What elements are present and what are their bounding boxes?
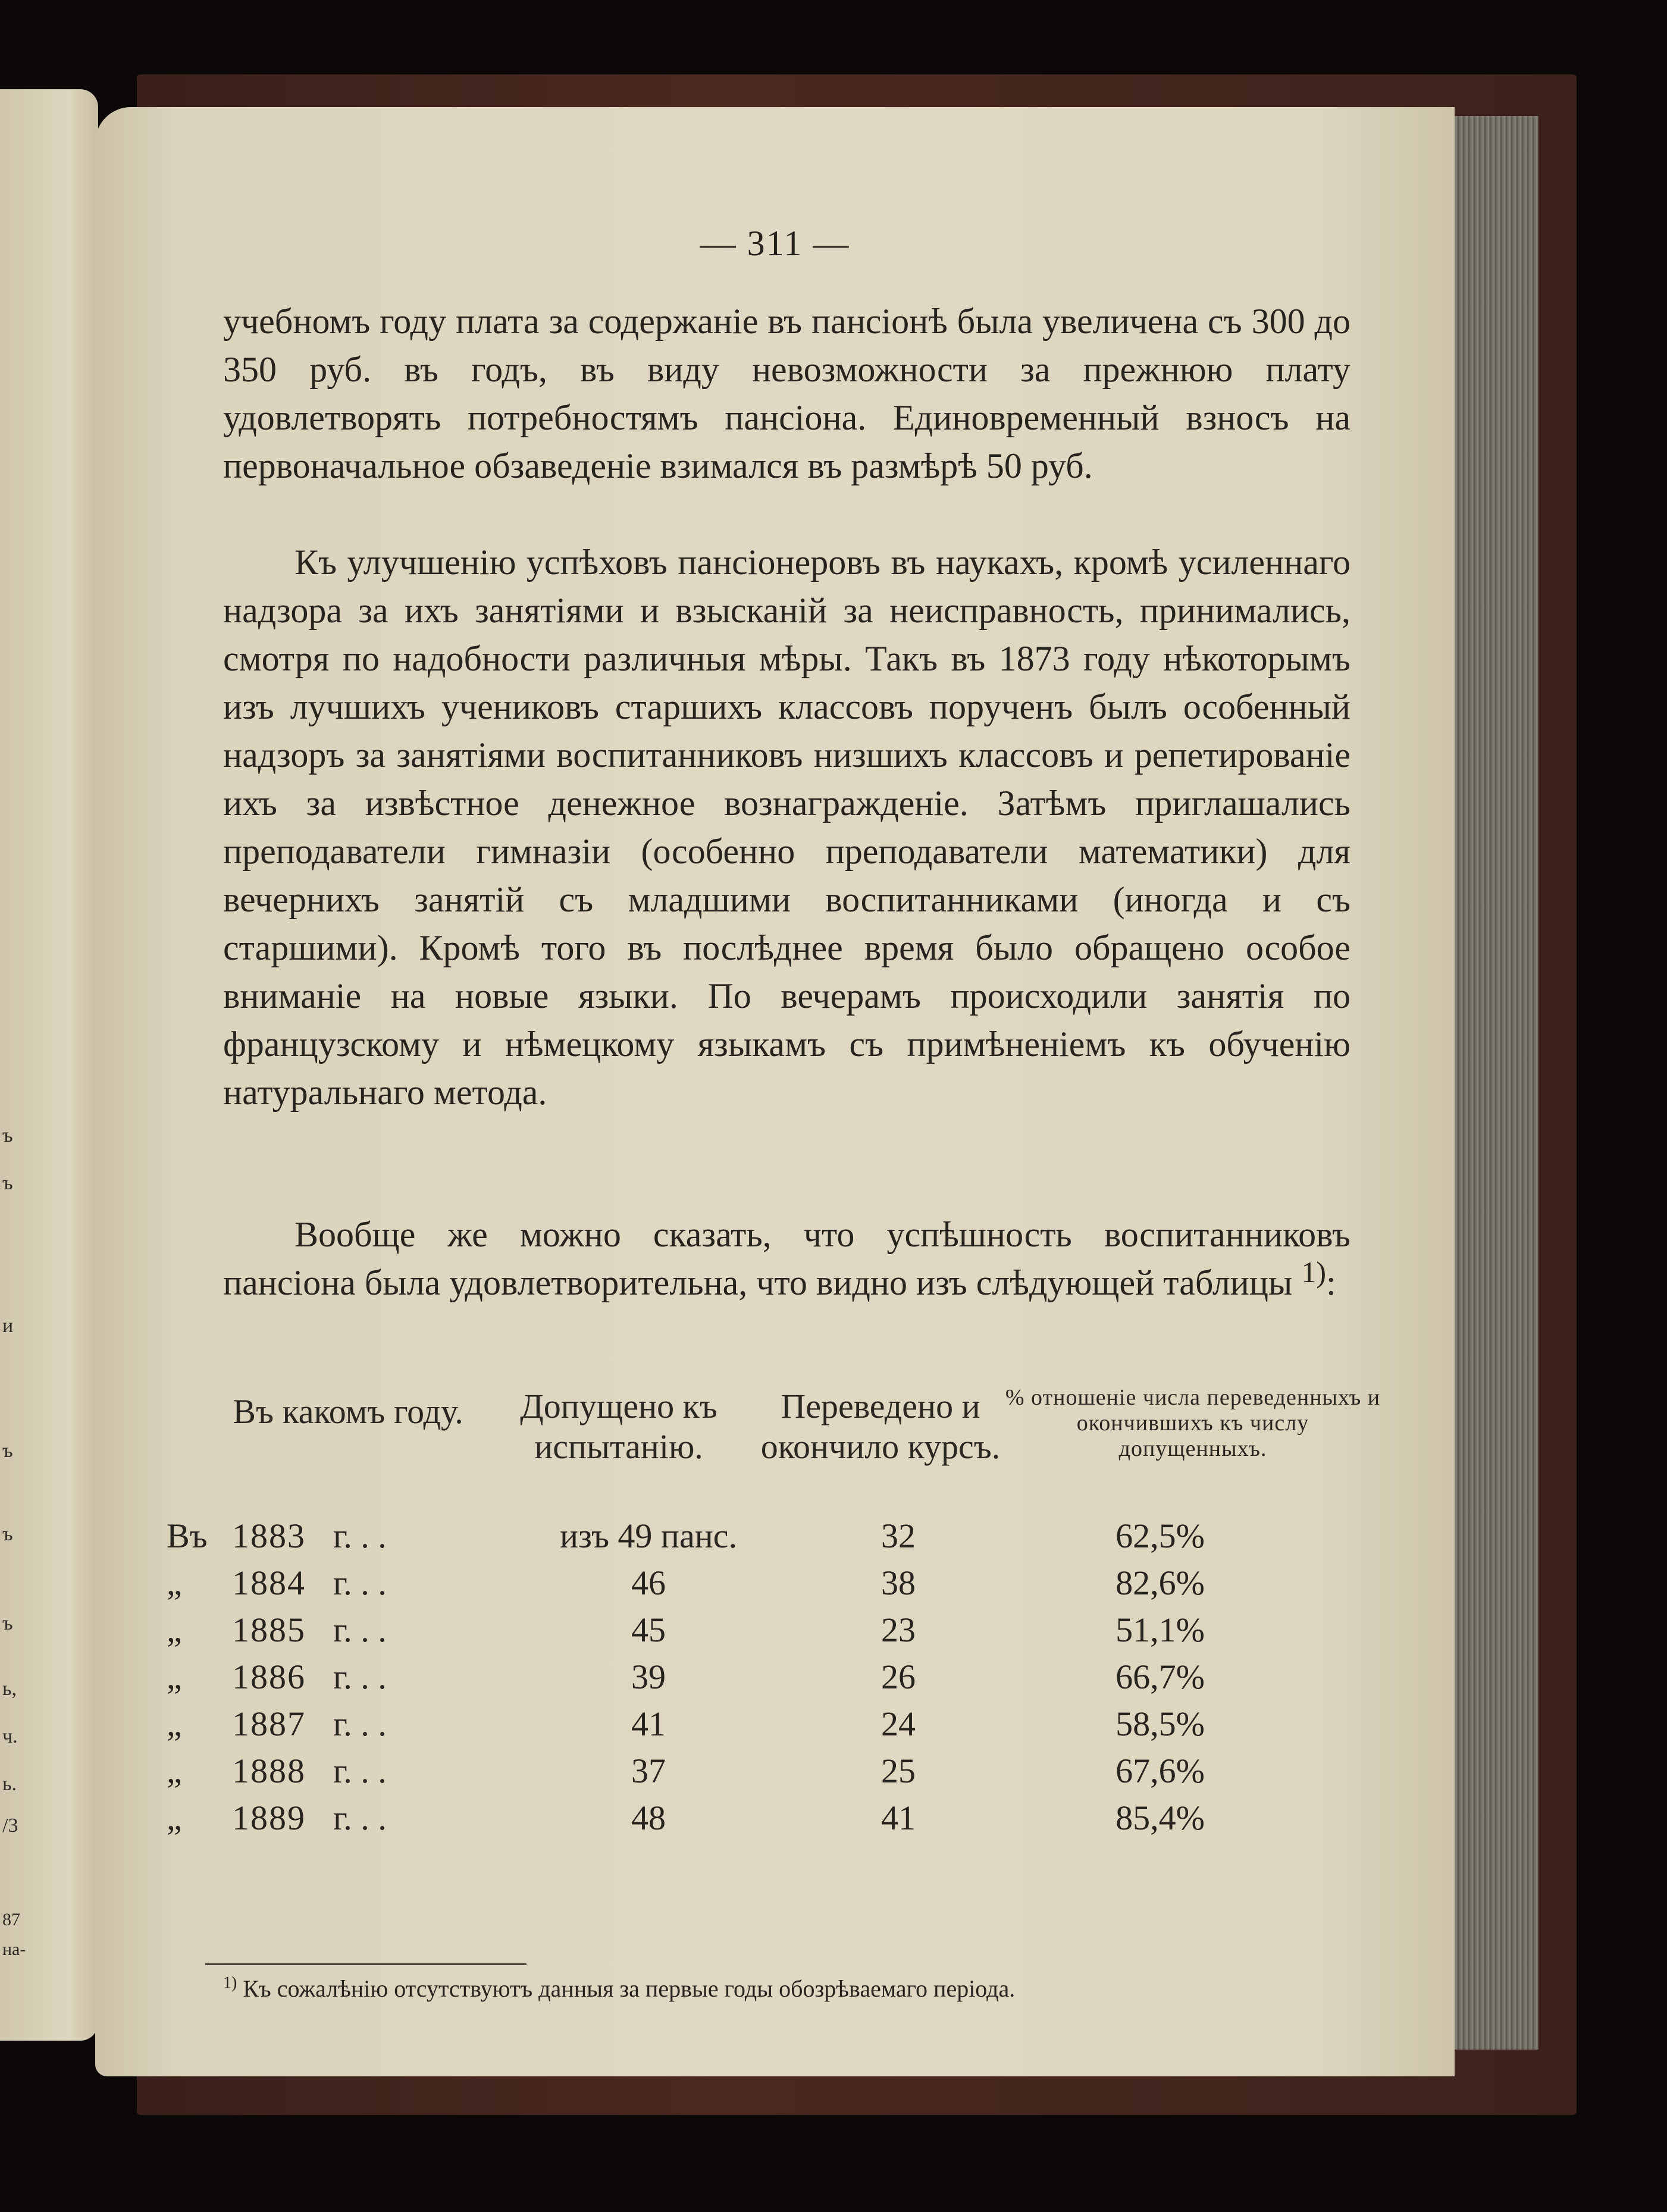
row-percent: 58,5% (1115, 1705, 1205, 1743)
row-prefix: „ (167, 1658, 182, 1696)
row-prefix: „ (167, 1799, 182, 1837)
row-transferred: 24 (881, 1705, 916, 1743)
footnote (223, 1972, 1345, 2006)
footnote-text: Къ сожалѣнію отсутствуютъ данныя за первые годы обозрѣваемаго періода. (243, 1975, 1016, 2002)
row-suffix: г. . . (333, 1611, 387, 1649)
row-prefix: „ (167, 1705, 182, 1743)
left-page-fragment: 87 (2, 1910, 20, 1929)
row-year: 1884 (232, 1564, 306, 1602)
row-percent: 66,7% (1115, 1658, 1205, 1696)
row-suffix: г. . . (333, 1658, 387, 1696)
table-row (95, 1798, 1455, 1846)
paragraph: учебномъ году плата за содержаніе въ пансіонѣ была увеличена съ 300 до 350 руб. въ годъ, въ виду невозможности за прежнюю плату удовлетворять потребностямъ пансіона. Единовременный взносъ на первоначальное обзаведеніе взимался въ размѣрѣ 50 руб. (223, 302, 1350, 485)
left-page-fragment: /3 (2, 1815, 18, 1837)
row-percent: 62,5% (1115, 1517, 1205, 1555)
left-page-fragment: ъ (2, 1124, 13, 1146)
row-admitted: 37 (631, 1752, 666, 1790)
row-percent: 82,6% (1115, 1564, 1205, 1602)
row-transferred: 41 (881, 1799, 916, 1837)
table-row (95, 1516, 1455, 1564)
previous-page-edge (0, 89, 98, 2041)
row-admitted: 39 (631, 1658, 666, 1696)
footnote-marker: 1) (223, 1973, 237, 1992)
table-header-year: Въ какомъ году. (233, 1392, 463, 1431)
row-suffix: г. . . (333, 1799, 387, 1837)
footnote-reference: 1) (1301, 1255, 1326, 1289)
row-suffix: г. . . (333, 1517, 387, 1555)
paragraph-text: Вообще же можно сказать, что успѣшность воспитанниковъ пансіона была удовлетворительна, что видно изъ слѣдующей таблицы (223, 1215, 1350, 1302)
row-prefix: „ (167, 1611, 182, 1649)
table-header-transferred: Переведено и окончило курсъ. (760, 1387, 1001, 1466)
row-admitted: 48 (631, 1799, 666, 1837)
page-number: — 311 — (700, 224, 850, 263)
table-row (95, 1610, 1455, 1658)
row-suffix: г. . . (333, 1705, 387, 1743)
book-page (95, 107, 1455, 2076)
table-row (95, 1563, 1455, 1611)
row-transferred: 38 (881, 1564, 916, 1602)
row-transferred: 25 (881, 1752, 916, 1790)
table-row (95, 1751, 1455, 1799)
row-suffix: г. . . (333, 1564, 387, 1602)
row-prefix: „ (167, 1752, 182, 1790)
row-year: 1887 (232, 1705, 306, 1743)
left-page-fragment: ч. (2, 1725, 18, 1747)
left-page-fragment: ъ (2, 1612, 13, 1634)
row-admitted: изъ 49 панс. (559, 1517, 737, 1555)
row-suffix: г. . . (333, 1752, 387, 1790)
footnote-divider (205, 1963, 527, 1965)
left-page-fragment: ь. (2, 1773, 17, 1795)
left-page-fragment: ъ (2, 1172, 13, 1194)
row-admitted: 41 (631, 1705, 666, 1743)
row-percent: 67,6% (1115, 1752, 1205, 1790)
row-year: 1883 (232, 1517, 306, 1555)
row-year: 1888 (232, 1752, 306, 1790)
row-transferred: 23 (881, 1611, 916, 1649)
left-page-fragment: ь, (2, 1678, 17, 1700)
paragraph: Къ улучшенію успѣховъ пансіонеровъ въ наукахъ, кромѣ усиленнаго надзора за ихъ занятіями и взысканій за неисправность, принимались, смотря по надобности различныя мѣры. Такъ въ 1873 году нѣкоторымъ изъ лучшихъ учениковъ старшихъ классовъ порученъ былъ особенный надзоръ за занятіями воспитанниковъ низшихъ классовъ и репетированіе ихъ за извѣстное денежное вознагражденіе. Затѣмъ приглашались преподаватели гимназіи (особенно преподаватели математики) для вечернихъ занятій съ младшими воспитанниками (иногда и съ старшими). Кромѣ того въ послѣднее время было обращено особое вниманіе на новые языки. По вечерамъ происходили занятія по французскому и нѣмецкому языкамъ съ примѣненіемъ къ обученію натуральнаго метода. (223, 543, 1350, 1112)
left-page-fragment: на- (2, 1940, 26, 1959)
row-transferred: 26 (881, 1658, 916, 1696)
row-prefix: Въ (167, 1517, 208, 1555)
page-block-edges (1446, 116, 1538, 2050)
left-page-fragment: ъ (2, 1523, 13, 1545)
table-row (95, 1657, 1455, 1705)
row-prefix: „ (167, 1564, 182, 1602)
table-header-admitted: Допущено къ испытанію. (520, 1387, 717, 1466)
table-header-percent: % отношеніе числа переведенныхъ и окончившихъ къ числу допущенныхъ. (1005, 1385, 1381, 1461)
row-year: 1886 (232, 1658, 306, 1696)
row-percent: 51,1% (1115, 1611, 1205, 1649)
row-percent: 85,4% (1115, 1799, 1205, 1837)
left-page-fragment: и (2, 1315, 14, 1337)
row-admitted: 46 (631, 1564, 666, 1602)
paragraph-with-footnote-ref: Вообще же можно сказать, что успѣшность воспитанниковъ пансіона была удовлетворительна, что видно изъ слѣдующей таблицы $^{1)}$: (223, 1215, 1350, 1302)
table-row (95, 1704, 1455, 1752)
row-transferred: 32 (881, 1517, 916, 1555)
left-page-fragment: ъ (2, 1440, 13, 1462)
row-year: 1885 (232, 1611, 306, 1649)
row-year: 1889 (232, 1799, 306, 1837)
row-admitted: 45 (631, 1611, 666, 1649)
